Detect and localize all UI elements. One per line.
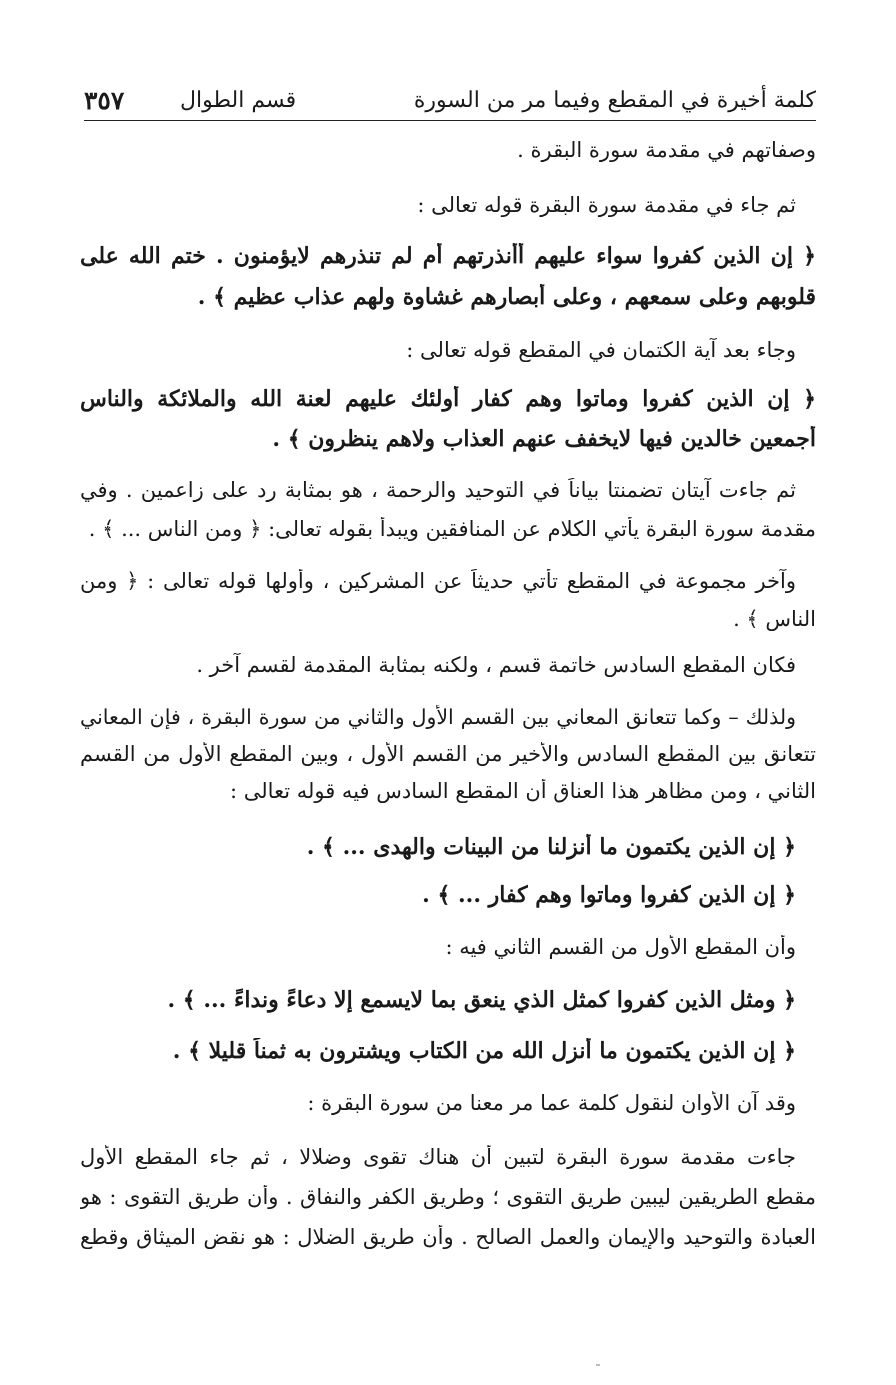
text-line: وأن المقطع الأول من القسم الثاني فيه :: [445, 935, 796, 959]
text-line: وجاء بعد آية الكتمان في المقطع قوله تعالى :: [406, 338, 796, 362]
verse-line: ﴿ ومثل الذين كفروا كمثل الذي ينعق بما لايسمع إلا دعاءً ونداءً ... ﴾ .: [167, 987, 796, 1013]
text-line: مقطع الطريقين ليبين طريق التقوى ؛ وطريق الكفر والنفاق . وأن طريق التقوى : هو: [80, 1185, 816, 1209]
text-line: ثم جاءت آيتان تضمنتا بياناً في التوحيد والرحمة ، هو بمثابة رد على زاعمين . وفي: [80, 478, 796, 502]
verse-line: ﴿ إن الذين كفروا سواء عليهم أأنذرتهم أم لم تنذرهم لايؤمنون . ختم الله على: [80, 243, 816, 269]
verse-line: قلوبهم وعلى سمعهم ، وعلى أبصارهم غشاوة ولهم عذاب عظيم ﴾ .: [197, 284, 816, 310]
text-line: وآخر مجموعة في المقطع تأتي حديثاً عن المشركين ، وأولها قوله تعالى : ﴿ ومن: [80, 569, 796, 593]
text-line: مقدمة سورة البقرة يأتي الكلام عن المنافقين ويبدأ بقوله تعالى: ﴿ ومن الناس ... ﴾ .: [88, 517, 816, 541]
verse-line: ﴿ إن الذين كفروا وماتوا وهم كفار ... ﴾ .: [422, 882, 796, 908]
verse-line: أجمعين خالدين فيها لايخفف عنهم العذاب ولاهم ينظرون ﴾ .: [272, 426, 816, 452]
print-speck: [596, 1364, 600, 1366]
text-line: العبادة والتوحيد والإيمان والعمل الصالح . وأن طريق الضلال : هو نقض الميثاق وقطع: [80, 1225, 816, 1249]
text-line: وصفاتهم في مقدمة سورة البقرة .: [517, 138, 816, 162]
text-line: ولذلك – وكما تتعانق المعاني بين القسم الأول والثاني من سورة البقرة ، فإن المعاني: [80, 705, 796, 729]
verse-line: ﴿ إن الذين يكتمون ما أنزل الله من الكتاب ويشترون به ثمناً قليلا ﴾ .: [172, 1038, 796, 1064]
text-line: تتعانق بين المقطع السادس والأخير من القسم الأول ، وبين المقطع الأول من القسم: [80, 742, 816, 766]
section-name: قسم الطوال: [180, 88, 297, 113]
running-title: كلمة أخيرة في المقطع وفيما مر من السورة: [413, 88, 816, 113]
verse-line: ﴿ إن الذين يكتمون ما أنزلنا من البينات والهدى ... ﴾ .: [306, 834, 796, 860]
page-number: ٣٥٧: [84, 86, 125, 115]
text-line: فكان المقطع السادس خاتمة قسم ، ولكنه بمثابة المقدمة لقسم آخر .: [196, 653, 796, 677]
text-line: ثم جاء في مقدمة سورة البقرة قوله تعالى :: [417, 193, 796, 217]
text-line: وقد آن الأوان لنقول كلمة عما مر معنا من سورة البقرة :: [307, 1091, 796, 1115]
text-line: جاءت مقدمة سورة البقرة لتبين أن هناك تقوى وضلالا ، ثم جاء المقطع الأول: [80, 1145, 796, 1169]
page-header: [84, 86, 816, 121]
text-line: الناس ﴾ .: [733, 607, 816, 631]
text-line: الثاني ، ومن مظاهر هذا العناق أن المقطع السادس فيه قوله تعالى :: [230, 779, 816, 803]
verse-line: ﴿ إن الذين كفروا وماتوا وهم كفار أولئك عليهم لعنة الله والملائكة والناس: [80, 386, 816, 412]
